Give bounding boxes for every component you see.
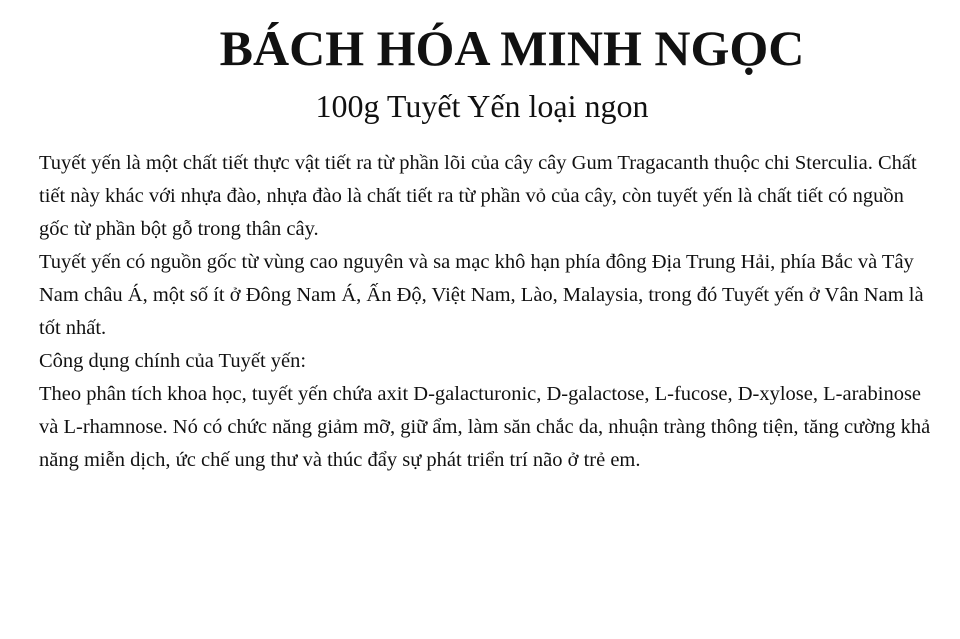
description-paragraph-benefits: Theo phân tích khoa học, tuyết yến chứa axit D-galacturonic, D-galactose, L-fucose, D-xylose, L-arabinose và L-rhamnose. Nó có chức năng giảm mỡ, giữ ẩm, làm săn chắc da, nhuận tràng thông tiện, tăng cường khả năng miễn dịch, ức chế ung thư và thúc đẩy sự phát triển trí não ở trẻ em. bbox=[39, 383, 931, 471]
description-paragraph-source: Tuyết yến có nguồn gốc từ vùng cao nguyên và sa mạc khô hạn phía đông Địa Trung Hải, phía Bắc và Tây Nam châu Á, một số ít ở Đông Nam Á, Ấn Độ, Việt Nam, Lào, Malaysia, trong đó Tuyết yến ở Vân Nam là tốt nhất. bbox=[39, 251, 924, 339]
store-title: BÁCH HÓA MINH NGỌC bbox=[219, 20, 805, 76]
product-title: 100g Tuyết Yến loại ngon bbox=[315, 88, 649, 124]
description-paragraph-uses-heading: Công dụng chính của Tuyết yến: bbox=[39, 350, 307, 372]
product-description bbox=[39, 147, 931, 477]
description-paragraph-origin: Tuyết yến là một chất tiết thực vật tiết ra từ phần lõi của cây cây Gum Tragacanth thuộc chi Sterculia. Chất tiết này khác với nhựa đào, nhựa đào là chất tiết ra từ phần vỏ của cây, còn tuyết yến là chất tiết có nguồn gốc từ phần bột gỗ trong thân cây. bbox=[39, 152, 917, 240]
